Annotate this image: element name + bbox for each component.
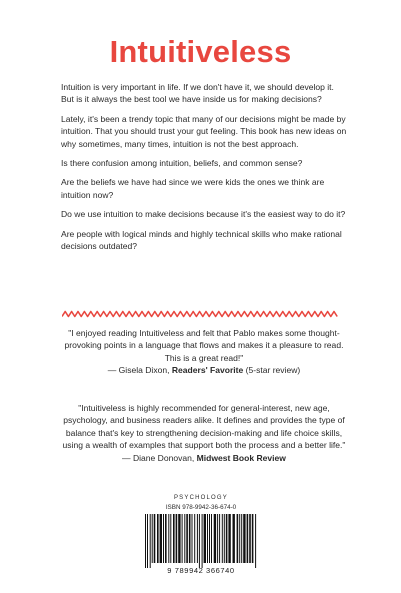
barcode-bar <box>204 514 206 563</box>
review-1-source: Readers' Favorite <box>171 365 244 376</box>
review-1-author: — Gisela Dixon, <box>107 365 172 376</box>
barcode-block <box>137 490 265 582</box>
barcode-bar <box>207 514 208 563</box>
barcode-bar <box>168 514 169 563</box>
isbn-label: ISBN 978-9942-36-674-0 <box>165 504 237 511</box>
barcode-bar <box>228 514 230 563</box>
paragraph-6: Are people with logical minds and highly technical skills who make rational decisions outdated? <box>61 228 342 252</box>
review-midwest <box>61 402 347 464</box>
barcode-bar <box>160 514 162 563</box>
barcode-bar <box>170 514 171 563</box>
barcode-bar <box>243 514 245 563</box>
barcode-bar <box>219 514 220 563</box>
review-2-quote: "Intuitiveless is highly recommended for general-interest, new age, psychology, and business readers alike. It defines and provides the type of balance that's key to strengthening decision-making and life choice skills, using a wealth of examples that support both the process and a better life." <box>62 403 346 451</box>
barcode-bar <box>249 514 251 563</box>
review-2-attribution <box>61 452 347 464</box>
barcode-bar <box>184 514 185 563</box>
paragraph-3: Is there confusion among intuition, beliefs, and common sense? <box>61 158 303 169</box>
review-1-quote: "I enjoyed reading Intuitiveless and felt that Pablo makes some thought-provoking points in a language that flows and makes it a pleasure to read. This is a great read!" <box>64 328 344 363</box>
paragraph-4: Are the beliefs we have had since we were kids the ones we think are intuition now? <box>61 177 325 200</box>
barcode-bar <box>237 514 239 563</box>
barcode-bar <box>197 514 198 563</box>
zigzag-divider-icon <box>62 309 340 319</box>
barcode-bar <box>163 514 164 563</box>
review-2-author: — Diane Donovan, <box>122 452 197 463</box>
barcode-bar <box>222 514 223 563</box>
barcode-bar <box>255 514 256 568</box>
barcode-bar <box>145 514 146 568</box>
barcode-bar <box>178 514 180 563</box>
paragraph-2: Lately, it's been a trendy topic that many of our decisions might be made by intuition. That you should trust your gut feeling. This book has new ideas on why sometimes, many times, intuition is not the best approach. <box>61 113 347 149</box>
category-label: PSYCHOLOGY <box>173 495 228 501</box>
barcode-digits: 9 789942 366740 <box>167 566 235 575</box>
barcode-bar <box>150 514 151 568</box>
barcode-bar <box>202 514 203 568</box>
review-readers-favorite <box>61 327 347 377</box>
barcode-bar <box>147 514 148 568</box>
barcode-bar <box>239 514 240 563</box>
barcode-bar <box>214 514 216 563</box>
barcode-bar <box>252 514 254 563</box>
barcode-bar <box>241 514 242 563</box>
barcode-bar <box>224 514 225 563</box>
barcode-bar <box>194 514 195 563</box>
barcode-bar <box>199 514 200 568</box>
barcode-bar <box>226 514 228 563</box>
barcode-bar <box>233 514 235 563</box>
barcode-bar <box>176 514 178 563</box>
barcode-bar <box>182 514 183 563</box>
barcode-bar <box>192 514 193 563</box>
paragraph-5: Do we use intuition to make decisions because it's the easiest way to do it? <box>61 209 346 220</box>
barcode-bar <box>154 514 156 563</box>
review-2-source: Midwest Book Review <box>196 452 286 463</box>
review-1-suffix: (5-star review) <box>243 365 301 376</box>
barcode-bar <box>217 514 218 563</box>
barcode-bar <box>165 514 167 563</box>
barcode-bar <box>189 514 191 563</box>
barcode-bar <box>186 514 188 563</box>
barcode-icon <box>143 514 259 568</box>
book-title: Intuitiveless <box>109 34 292 69</box>
barcode-bar <box>157 514 159 563</box>
description <box>61 81 347 259</box>
barcode-bar <box>211 514 212 563</box>
barcode-bar <box>247 514 249 563</box>
barcode-bar <box>152 514 153 563</box>
review-1-attribution <box>61 364 347 376</box>
barcode-bar <box>173 514 175 563</box>
paragraph-1: Intuition is very important in life. If we don't have it, we should develop it. But is it always the best tool we have inside us for making decisions? <box>61 82 334 105</box>
barcode-bar <box>209 514 210 563</box>
